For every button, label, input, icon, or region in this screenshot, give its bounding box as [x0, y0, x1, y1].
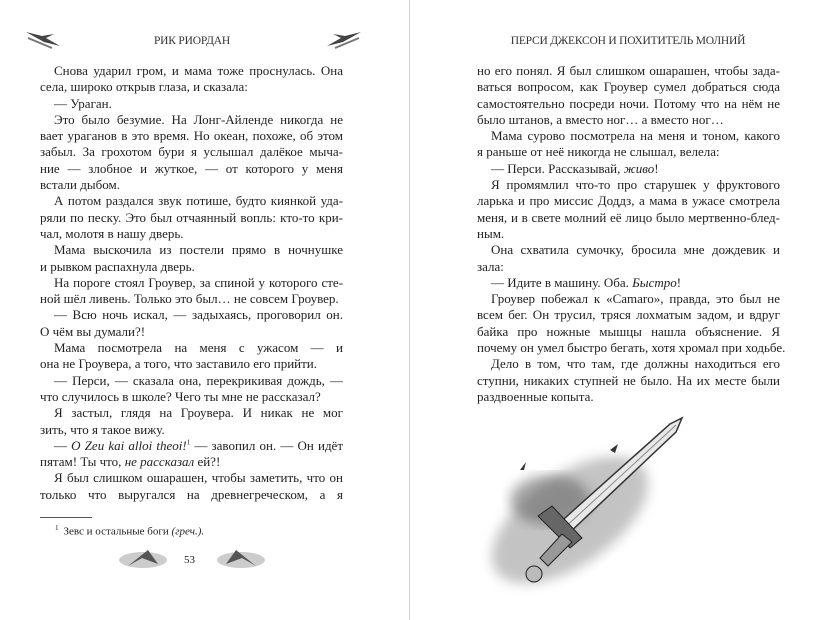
text-line	[40, 144, 343, 160]
text-segment: байка про ножные мышцы нашла объяснение. Я	[477, 323, 780, 339]
text-segment: что случилось в школе? Чего ты мне не рассказал?	[40, 388, 321, 404]
text-line	[40, 275, 343, 291]
text-line	[40, 356, 343, 372]
text-segment: она не Гроувера, а того, что заставило его прийти.	[40, 356, 317, 372]
text-segment: меня, и в свете молний её лицо было мертвенно-блед-	[477, 209, 780, 225]
ornament-icon	[216, 546, 266, 572]
text-segment: Я промямлил что-то про старушек у фруктового	[491, 177, 780, 193]
text-line	[40, 63, 343, 79]
text-segment: я раньше от неё никогда не слышал, велела:	[477, 144, 720, 160]
text-line	[477, 373, 780, 389]
text-line	[40, 259, 343, 275]
text-segment: — завопил он. — Он идёт	[194, 437, 343, 453]
text-line	[40, 96, 343, 112]
text-segment: вает ураганов в это время. Но океан, похоже, об этом	[40, 128, 343, 144]
text-line	[40, 128, 343, 144]
text-segment: ваться вопросом, как Гроувер сумел добраться сюда	[477, 79, 780, 95]
text-line	[477, 193, 780, 209]
text-line	[477, 144, 780, 160]
text-line	[477, 128, 780, 144]
text-segment: Она схватила сумочку, бросила мне дождевик и	[491, 242, 780, 258]
italic-text: живо	[623, 160, 655, 176]
text-line	[40, 438, 343, 454]
text-segment: Гроувер побежал к «Camaro», правда, это был не	[491, 291, 780, 307]
italic-text: Быстро	[632, 274, 677, 290]
text-segment: села, широко открыв глаза, и сказала:	[40, 79, 248, 95]
text-line	[477, 259, 780, 275]
ornament-icon	[118, 546, 168, 572]
text-segment: Мама сурово посмотрела на меня и тоном, какого	[491, 128, 780, 144]
text-line	[477, 177, 780, 193]
text-line	[40, 487, 343, 503]
footnote	[55, 524, 204, 538]
text-line	[40, 242, 343, 258]
text-line	[477, 324, 780, 340]
text-line	[477, 161, 780, 177]
text-segment: — Перси. Рассказывай,	[491, 160, 624, 176]
text-segment: О чём вы думали?!	[40, 323, 146, 339]
text-line	[477, 275, 780, 291]
text-segment: ей?!	[194, 454, 221, 470]
text-segment: всем бег. Он трусил, тряся лохматым задом, и вдруг	[477, 307, 780, 323]
text-segment: чал, молотя в нашу дверь.	[40, 225, 184, 241]
text-line	[40, 422, 343, 438]
text-line	[477, 112, 780, 128]
text-line	[40, 340, 343, 356]
text-line	[477, 242, 780, 258]
text-line	[40, 454, 343, 470]
text-segment: — Идите в машину. Оба.	[491, 274, 633, 290]
text-segment: ным.	[477, 225, 505, 241]
text-segment: почему он умел быстро бегать, хотя хромал при ходьбе.	[477, 340, 786, 356]
text-segment: но его понял. Я был слишком ошарашен, чтобы зада-	[477, 63, 780, 78]
text-line	[40, 161, 343, 177]
footnote-mark: 1	[55, 524, 59, 532]
italic-text: не рассказал	[124, 454, 195, 470]
text-line	[477, 291, 780, 307]
text-segment: —	[54, 437, 72, 453]
text-line	[40, 291, 343, 307]
text-segment: было штанов, а вместо ног… а вместо ног…	[477, 111, 724, 127]
text-segment: Я застыл, глядя на Гроувера. И никак не мог	[54, 405, 343, 421]
text-segment: и рывком распахнула дверь.	[40, 258, 195, 274]
text-segment: зала:	[477, 258, 504, 274]
text-segment: А потом раздался звук потише, будто киянкой уда-	[54, 193, 343, 209]
text-segment: Снова ударил гром, и мама тоже проснулась. Она	[54, 63, 343, 78]
text-line	[40, 177, 343, 193]
text-segment: забыл. За грохотом бури я услышал далёкое мыча-	[40, 144, 343, 160]
text-segment: зить, что я такое вижу.	[40, 421, 165, 437]
ornament-icon	[325, 28, 363, 50]
text-line	[40, 307, 343, 323]
body-text	[40, 63, 343, 503]
text-line	[40, 193, 343, 209]
text-segment: На пороге стоял Гроувер, за спиной у которого сте-	[54, 274, 343, 290]
body-text	[477, 63, 786, 405]
text-line	[477, 96, 780, 112]
right-page	[410, 0, 820, 620]
text-line	[477, 307, 780, 323]
text-segment: ной шёл ливень. Только это был… не совсем Гроувер.	[40, 291, 339, 307]
text-line	[40, 389, 343, 405]
footnote-reference: 1	[186, 438, 191, 447]
text-segment: раздвоенные копыта.	[477, 388, 594, 404]
text-segment: Это было безумие. На Лонг-Айленде никогда не	[54, 111, 343, 127]
running-header: ПЕРСИ ДЖЕКСОН И ПОХИТИТЕЛЬ МОЛНИЙ	[510, 35, 746, 47]
text-line	[40, 405, 343, 421]
text-segment: пятам! Ты что,	[40, 454, 125, 470]
text-line	[477, 356, 780, 372]
text-segment: — Перси, — сказала она, перекрикивая дождь, —	[54, 372, 343, 388]
text-segment: Я был слишком ошарашен, чтобы заметить, что он	[54, 470, 343, 486]
text-segment: Мама посмотрела на меня с ужасом — и	[54, 340, 343, 356]
text-line	[477, 79, 780, 95]
text-segment: !	[676, 274, 682, 290]
text-segment: ряли по песку. Это был отчаянный вопль: кто-то кри-	[40, 209, 343, 225]
footnote-text: Зевс и остальные боги	[63, 525, 172, 538]
running-header: РИК РИОРДАН	[153, 35, 231, 47]
text-line	[477, 63, 780, 79]
text-line	[40, 470, 343, 486]
text-line	[40, 226, 343, 242]
text-segment: встали дыбом.	[40, 177, 120, 193]
text-line	[40, 79, 343, 95]
text-line	[40, 210, 343, 226]
footnote-italic: (греч.).	[171, 525, 205, 538]
text-line	[40, 112, 343, 128]
text-line	[477, 340, 786, 356]
text-segment: !	[654, 160, 659, 176]
text-segment: Мама выскочила из постели прямо в ночнушке	[54, 242, 343, 258]
text-segment: — Ураган.	[54, 95, 112, 111]
text-segment: самостоятельно посреди ночи. Потому что на нём не	[477, 95, 780, 111]
text-segment: ларька и про миссис Доддз, а мама в ужасе смотрела	[477, 193, 780, 209]
text-line	[477, 210, 780, 226]
text-line	[40, 373, 343, 389]
text-segment: Дело в том, что там, где должны находиться его	[491, 356, 780, 372]
text-line	[40, 324, 343, 340]
text-line	[477, 389, 780, 405]
page-number: 53	[184, 554, 195, 566]
footnote-divider	[40, 517, 92, 518]
text-segment: только что выругался на древнегреческом, а я	[40, 486, 343, 502]
italic-text: O Zeu kai alloi theoi!	[71, 437, 187, 453]
text-line	[477, 226, 780, 242]
text-segment: ступни, никаких ступней не было. На их месте были	[477, 372, 780, 388]
text-segment: ние — злобное и жуткое, — от которого у меня	[40, 160, 343, 176]
text-segment: — Всю ночь искал, — задыхаясь, проговорил он.	[54, 307, 343, 323]
sword-illustration	[460, 410, 700, 600]
